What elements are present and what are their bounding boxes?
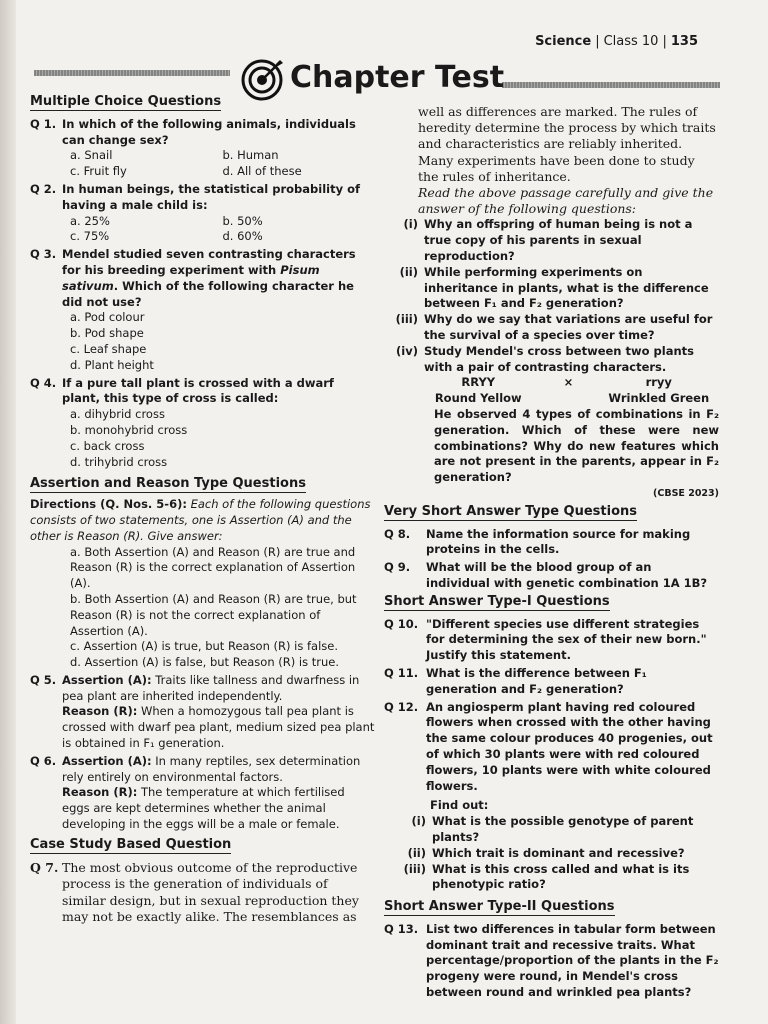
- q13-text: List two differences in tabular form between dominant trait and recessive traits. What percentage/proportion of the plants in the F₂ progeny were round, in Mendel's cross between round and wrinkled pea plants?: [426, 921, 719, 1000]
- q5-assertion-text: Traits like tallness and dwarfness in pea plant are inherited independently.: [62, 672, 360, 703]
- q3-text-pre: Mendel studied seven contrasting characters for his breeding experiment with: [62, 247, 356, 277]
- question-11: [384, 666, 719, 698]
- title-rule-right: [502, 82, 720, 88]
- q7-part-iv: [384, 344, 719, 376]
- chapter-title: Chapter Test: [290, 60, 505, 95]
- mendel-cross: [384, 375, 719, 407]
- q2-option-c: c. 75%: [70, 229, 110, 244]
- question-13: [384, 922, 719, 1001]
- q3-text: [62, 247, 375, 310]
- class-label: Class 10: [603, 34, 659, 49]
- q1-text: In which of the following animals, individuals can change sex?: [62, 116, 356, 147]
- q8-number: Q 8.: [384, 526, 411, 541]
- q7-ii-text: While performing experiments on inheritance in plants, what is the difference between F₁ and F₂ generation?: [424, 264, 709, 311]
- q5-reason-text: When a homozygous tall pea plant is crossed with dwarf pea plant, medium sized pea plant is obtained in F₁ generation.: [62, 704, 375, 751]
- q7-ii-number: (ii): [399, 264, 418, 279]
- q7-iv-continuation: He observed 4 types of combinations in F₂ generation. Which of these were new combinations? Why do new features which are not present in the parents, appear in F₂ generation?: [434, 406, 719, 485]
- q7-text: The most obvious outcome of the reproductive process is the generation of individuals of similar design, but in sexual reproduction they may not be exactly alike. The resemblances as: [62, 859, 359, 925]
- q12-text: An angiosperm plant having red coloured flowers when crossed with the other having the same colour produces 40 progenies, out of which 30 plants were with red coloured flowers, 10 plants were with white coloured flowers.: [426, 699, 713, 793]
- question-10: [384, 617, 719, 664]
- q6-assertion-label: Assertion (A):: [62, 753, 152, 768]
- q7-iv-number: (iv): [396, 343, 418, 358]
- page-number: 135: [670, 34, 698, 49]
- q12-part-ii: [384, 846, 719, 862]
- ar-option-d: d. Assertion (A) is false, but Reason (R) is true.: [70, 655, 339, 670]
- q2-number: Q 2.: [30, 181, 57, 196]
- ar-directions: [30, 497, 375, 544]
- q7-i-number: (i): [403, 217, 418, 232]
- q1-option-c: c. Fruit fly: [70, 164, 127, 179]
- q7-part-iii: [384, 312, 719, 344]
- ar-option-a: a. Both Assertion (A) and Reason (R) are true and Reason (R) is the correct explanation of Assertion (A).: [70, 544, 356, 591]
- q12-ii-text: Which trait is dominant and recessive?: [432, 845, 685, 860]
- ar-option-b: b. Both Assertion (A) and Reason (R) are true, but Reason (R) is not the correct explanation of Assertion (A).: [70, 591, 357, 638]
- q4-option-a: a. dihybrid cross: [70, 407, 165, 422]
- q1-option-b: b. Human: [222, 148, 279, 163]
- q4-option-c: c. back cross: [70, 438, 145, 453]
- cross-parent-2-name: Wrinkled Green: [608, 391, 710, 406]
- vsa-heading: Very Short Answer Type Questions: [384, 503, 637, 519]
- q10-number: Q 10.: [384, 616, 419, 631]
- q5-number: Q 5.: [30, 672, 57, 687]
- subject-label: Science: [535, 34, 592, 49]
- sa2-heading: Short Answer Type-II Questions: [384, 899, 615, 915]
- question-5: [30, 673, 375, 752]
- q6-body: [62, 754, 375, 833]
- case-heading: Case Study Based Question: [30, 836, 232, 852]
- q3-options: [70, 310, 375, 373]
- right-column: [384, 104, 719, 1001]
- q12-number: Q 12.: [384, 699, 419, 714]
- cross-parent-1-name: Round Yellow: [434, 391, 522, 406]
- question-6: [30, 754, 375, 833]
- q3-text-post: . Which of the following character he did not use?: [62, 278, 354, 309]
- question-3: [30, 247, 375, 310]
- q10-text: "Different species use different strategies for determining the sex of their new born." Justify this statement.: [426, 616, 707, 663]
- q5-reason-label: Reason (R):: [62, 704, 138, 719]
- q4-option-b: b. monohybrid cross: [70, 422, 188, 437]
- q12-part-iii: [384, 862, 719, 894]
- q13-number: Q 13.: [384, 921, 419, 936]
- q7-number: Q 7.: [30, 859, 59, 875]
- q3-option-c: c. Leaf shape: [70, 341, 147, 356]
- left-column: [30, 92, 375, 926]
- q7-i-text: Why an offspring of human being is not a true copy of his parents in sexual reproduction?: [424, 217, 693, 264]
- q12-iii-number: (iii): [403, 861, 426, 876]
- cross-parent-1: RRYY: [461, 375, 496, 390]
- q12-part-i: [384, 814, 719, 846]
- q7-source: (CBSE 2023): [653, 487, 719, 499]
- q8-text: Name the information source for making proteins in the cells.: [426, 526, 691, 557]
- q9-text: What will be the blood group of an individual with genetic combination 1A 1B?: [426, 560, 708, 590]
- question-1: [30, 117, 375, 149]
- q7-iii-number: (iii): [395, 312, 418, 327]
- q7-iv-text: Study Mendel's cross between two plants with a pair of contrasting characters.: [424, 343, 694, 374]
- book-spine: [0, 0, 16, 1024]
- cross-parent-2: rryy: [645, 375, 672, 390]
- q2-option-b: b. 50%: [222, 213, 263, 228]
- question-2: [30, 182, 375, 214]
- q3-option-b: b. Pod shape: [70, 326, 144, 341]
- q11-text: What is the difference between F₁ generation and F₂ generation?: [426, 665, 647, 696]
- q7-part-ii: [384, 265, 719, 312]
- q6-reason-text: The temperature at which fertilised eggs are kept determines whether the animal developing in the eggs will be a male or female.: [62, 785, 345, 832]
- cross-symbol: ×: [563, 375, 574, 390]
- q6-assertion-text: In many reptiles, sex determination rely entirely on environmental factors.: [62, 753, 361, 784]
- question-8: [384, 527, 719, 559]
- q4-number: Q 4.: [30, 375, 57, 390]
- q5-assertion-label: Assertion (A):: [62, 672, 152, 687]
- q2-option-a: a. 25%: [70, 213, 110, 228]
- q7-instruction: Read the above passage carefully and give the answer of the following questions:: [418, 185, 714, 217]
- q12-i-number: (i): [411, 814, 426, 829]
- q2-text: In human beings, the statistical probability of having a male child is:: [62, 181, 360, 212]
- q4-options: [70, 407, 375, 470]
- ar-directions-label: Directions (Q. Nos. 5-6):: [30, 497, 187, 512]
- question-9: [384, 560, 719, 592]
- q4-option-d: d. trihybrid cross: [70, 454, 168, 469]
- q5-body: [62, 673, 375, 752]
- question-4: [30, 376, 375, 408]
- q12-find-out: Find out:: [430, 798, 489, 813]
- q12-i-text: What is the possible genotype of parent plants?: [432, 814, 694, 844]
- q2-option-d: d. 60%: [222, 229, 263, 244]
- q12-iii-text: What is this cross called and what is its phenotypic ratio?: [432, 861, 690, 892]
- question-12: [384, 700, 719, 795]
- q3-option-d: d. Plant height: [70, 357, 154, 372]
- q4-text: If a pure tall plant is crossed with a dwarf plant, this type of cross is called:: [62, 375, 334, 406]
- q6-reason-label: Reason (R):: [62, 785, 138, 800]
- title-rule-left: [34, 70, 230, 76]
- sa1-heading: Short Answer Type-I Questions: [384, 593, 610, 609]
- ar-option-c: c. Assertion (A) is true, but Reason (R) is false.: [70, 639, 339, 654]
- q7-continuation: well as differences are marked. The rules of heredity determine the process by which traits and characteristics are reliably inherited. Many experiments have been done to study the rules of inheritance.: [418, 104, 716, 184]
- q1-number: Q 1.: [30, 116, 57, 131]
- q7-part-i: [384, 217, 719, 264]
- q11-number: Q 11.: [384, 665, 419, 680]
- page-header: Science | Class 10 | 135: [535, 34, 698, 49]
- q7-iii-text: Why do we say that variations are useful for the survival of a species over time?: [424, 312, 713, 342]
- q6-number: Q 6.: [30, 753, 57, 768]
- q1-option-d: d. All of these: [222, 164, 302, 179]
- q3-option-a: a. Pod colour: [70, 310, 145, 325]
- q3-number: Q 3.: [30, 247, 57, 262]
- ar-directions-text: Each of the following questions consists of two statements, one is Assertion (A) and the other is Reason (R). Give answer:: [30, 497, 371, 543]
- q3-text-italic: Pisum sativum: [62, 262, 320, 293]
- mcq-heading: Multiple Choice Questions: [30, 94, 222, 109]
- q12-ii-number: (ii): [407, 845, 426, 860]
- q2-options: [70, 214, 375, 246]
- question-7: [30, 860, 375, 926]
- q9-number: Q 9.: [384, 560, 411, 575]
- q1-options: [70, 148, 375, 180]
- ar-options: [70, 545, 375, 671]
- ar-heading: Assertion and Reason Type Questions: [30, 476, 306, 492]
- q1-option-a: a. Snail: [70, 148, 113, 163]
